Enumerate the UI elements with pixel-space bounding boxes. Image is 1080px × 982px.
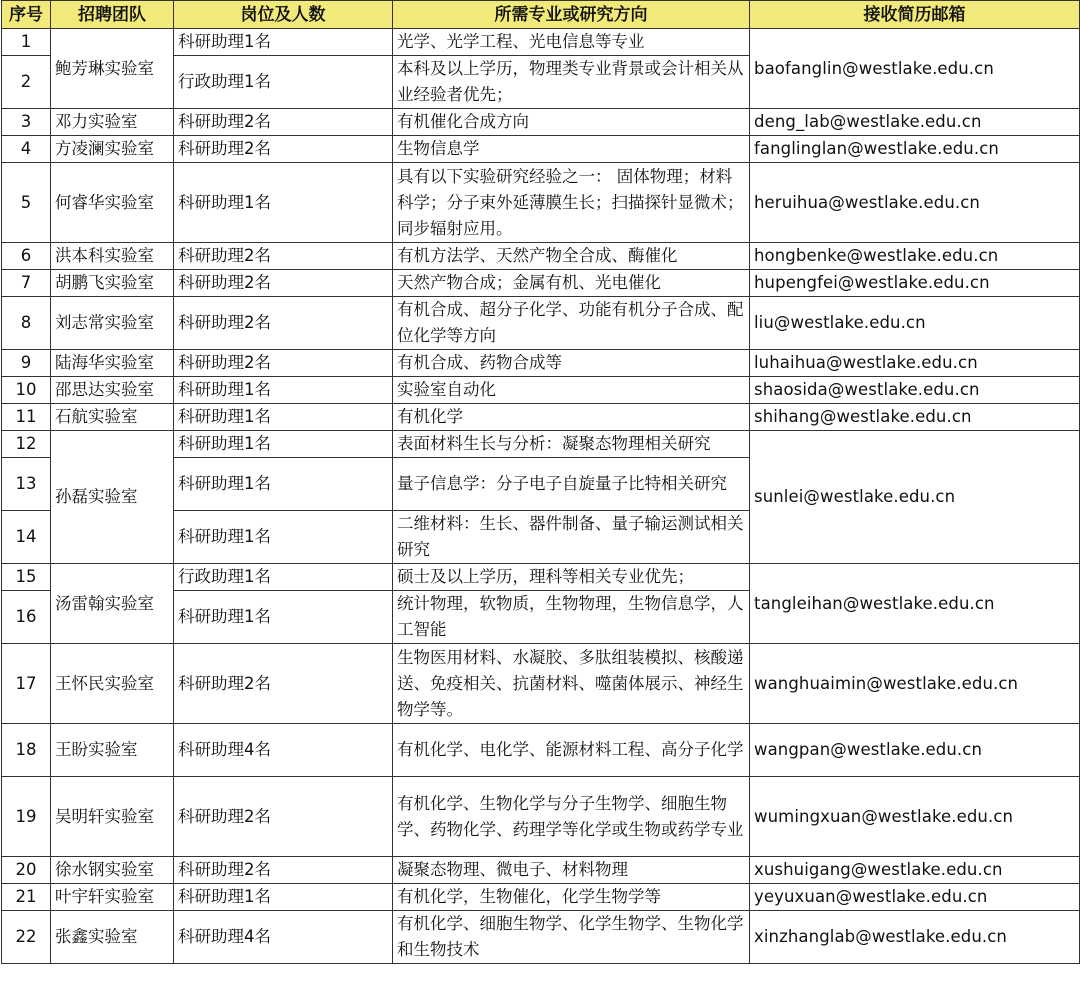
row-number: 16 [2,591,51,644]
row-number: 4 [2,136,51,163]
position: 科研助理2名 [174,777,393,857]
row-number: 2 [2,56,51,109]
row-number: 12 [2,431,51,458]
team-name: 邵思达实验室 [51,377,174,404]
row-number: 9 [2,350,51,377]
table-row [2,431,1080,458]
position: 科研助理2名 [174,297,393,350]
email: xushuigang@westlake.edu.cn [750,857,1080,884]
email: wumingxuan@westlake.edu.cn [750,777,1080,857]
team-name: 鲍芳琳实验室 [51,29,174,109]
major: 具有以下实验研究经验之一： 固体物理；材料科学；分子束外延薄膜生长；扫描探针显微术；同步辐射应用。 [393,163,750,243]
position: 科研助理2名 [174,270,393,297]
team-name: 徐水钢实验室 [51,857,174,884]
team-name: 石航实验室 [51,404,174,431]
team-name: 刘志常实验室 [51,297,174,350]
team-name: 汤雷翰实验室 [51,564,174,644]
position: 科研助理2名 [174,109,393,136]
row-number: 21 [2,884,51,911]
email: liu@westlake.edu.cn [750,297,1080,350]
team-name: 洪本科实验室 [51,243,174,270]
position: 科研助理1名 [174,511,393,564]
table-row [2,564,1080,591]
major: 有机合成、超分子化学、功能有机分子合成、配位化学等方向 [393,297,750,350]
row-number: 17 [2,644,51,724]
table-row [2,297,1080,350]
header-no: 序号 [2,1,51,29]
row-number: 10 [2,377,51,404]
major: 有机合成、药物合成等 [393,350,750,377]
team-name: 王盼实验室 [51,724,174,777]
team-name: 张鑫实验室 [51,911,174,964]
team-name: 吴明轩实验室 [51,777,174,857]
table-row [2,243,1080,270]
major: 有机化学、细胞生物学、化学生物学、生物化学和生物技术 [393,911,750,964]
major: 生物信息学 [393,136,750,163]
table-row [2,857,1080,884]
table-row [2,109,1080,136]
team-name: 胡鹏飞实验室 [51,270,174,297]
email: sunlei@westlake.edu.cn [750,431,1080,564]
email: tangleihan@westlake.edu.cn [750,564,1080,644]
email: hupengfei@westlake.edu.cn [750,270,1080,297]
email: wanghuaimin@westlake.edu.cn [750,644,1080,724]
header-position: 岗位及人数 [174,1,393,29]
position: 科研助理1名 [174,163,393,243]
position: 科研助理1名 [174,29,393,56]
major: 有机化学、电化学、能源材料工程、高分子化学 [393,724,750,777]
email: xinzhanglab@westlake.edu.cn [750,911,1080,964]
table-row [2,350,1080,377]
row-number: 15 [2,564,51,591]
major: 有机化学、生物化学与分子生物学、细胞生物学、药物化学、药理学等化学或生物或药学专业 [393,777,750,857]
row-number: 13 [2,458,51,511]
position: 科研助理2名 [174,644,393,724]
major: 表面材料生长与分析：凝聚态物理相关研究 [393,431,750,458]
table-row [2,777,1080,857]
header-row [2,1,1080,29]
team-name: 叶宇轩实验室 [51,884,174,911]
header-major: 所需专业或研究方向 [393,1,750,29]
position: 科研助理1名 [174,404,393,431]
row-number: 8 [2,297,51,350]
email: shaosida@westlake.edu.cn [750,377,1080,404]
email: fanglinglan@westlake.edu.cn [750,136,1080,163]
table-row [2,644,1080,724]
major: 统计物理，软物质，生物物理，生物信息学，人工智能 [393,591,750,644]
team-name: 何睿华实验室 [51,163,174,243]
position: 科研助理1名 [174,377,393,404]
position: 科研助理1名 [174,884,393,911]
major: 天然产物合成；金属有机、光电催化 [393,270,750,297]
table-row [2,724,1080,777]
email: wangpan@westlake.edu.cn [750,724,1080,777]
position: 科研助理4名 [174,724,393,777]
position: 科研助理2名 [174,857,393,884]
team-name: 王怀民实验室 [51,644,174,724]
row-number: 11 [2,404,51,431]
header-email: 接收简历邮箱 [750,1,1080,29]
major: 凝聚态物理、微电子、材料物理 [393,857,750,884]
position: 行政助理1名 [174,56,393,109]
row-number: 19 [2,777,51,857]
table-row [2,404,1080,431]
major: 光学、光学工程、光电信息等专业 [393,29,750,56]
row-number: 3 [2,109,51,136]
major: 有机方法学、天然产物全合成、酶催化 [393,243,750,270]
major: 有机催化合成方向 [393,109,750,136]
team-name: 邓力实验室 [51,109,174,136]
row-number: 5 [2,163,51,243]
team-name: 孙磊实验室 [51,431,174,564]
email: shihang@westlake.edu.cn [750,404,1080,431]
table-row [2,136,1080,163]
table-row [2,911,1080,964]
table-row [2,29,1080,56]
major: 实验室自动化 [393,377,750,404]
email: hongbenke@westlake.edu.cn [750,243,1080,270]
position: 科研助理2名 [174,243,393,270]
position: 科研助理2名 [174,136,393,163]
table-row [2,270,1080,297]
team-name: 陆海华实验室 [51,350,174,377]
team-name: 方凌澜实验室 [51,136,174,163]
row-number: 14 [2,511,51,564]
major: 生物医用材料、水凝胶、多肽组装模拟、核酸递送、免疫相关、抗菌材料、噬菌体展示、神经生物学等。 [393,644,750,724]
position: 科研助理2名 [174,350,393,377]
email: heruihua@westlake.edu.cn [750,163,1080,243]
email: deng_lab@westlake.edu.cn [750,109,1080,136]
row-number: 18 [2,724,51,777]
email: baofanglin@westlake.edu.cn [750,29,1080,109]
position: 科研助理4名 [174,911,393,964]
row-number: 7 [2,270,51,297]
major: 本科及以上学历，物理类专业背景或会计相关从业经验者优先； [393,56,750,109]
recruitment-table [1,0,1080,964]
major: 有机化学 [393,404,750,431]
row-number: 20 [2,857,51,884]
position: 科研助理1名 [174,458,393,511]
row-number: 6 [2,243,51,270]
table-row [2,377,1080,404]
row-number: 1 [2,29,51,56]
row-number: 22 [2,911,51,964]
email: yeyuxuan@westlake.edu.cn [750,884,1080,911]
major: 二维材料：生长、器件制备、量子输运测试相关研究 [393,511,750,564]
major: 有机化学，生物催化，化学生物学等 [393,884,750,911]
position: 科研助理1名 [174,591,393,644]
position: 科研助理1名 [174,431,393,458]
email: luhaihua@westlake.edu.cn [750,350,1080,377]
major: 量子信息学：分子电子自旋量子比特相关研究 [393,458,750,511]
header-team: 招聘团队 [51,1,174,29]
table-row [2,163,1080,243]
major: 硕士及以上学历，理科等相关专业优先； [393,564,750,591]
table-row [2,884,1080,911]
position: 行政助理1名 [174,564,393,591]
